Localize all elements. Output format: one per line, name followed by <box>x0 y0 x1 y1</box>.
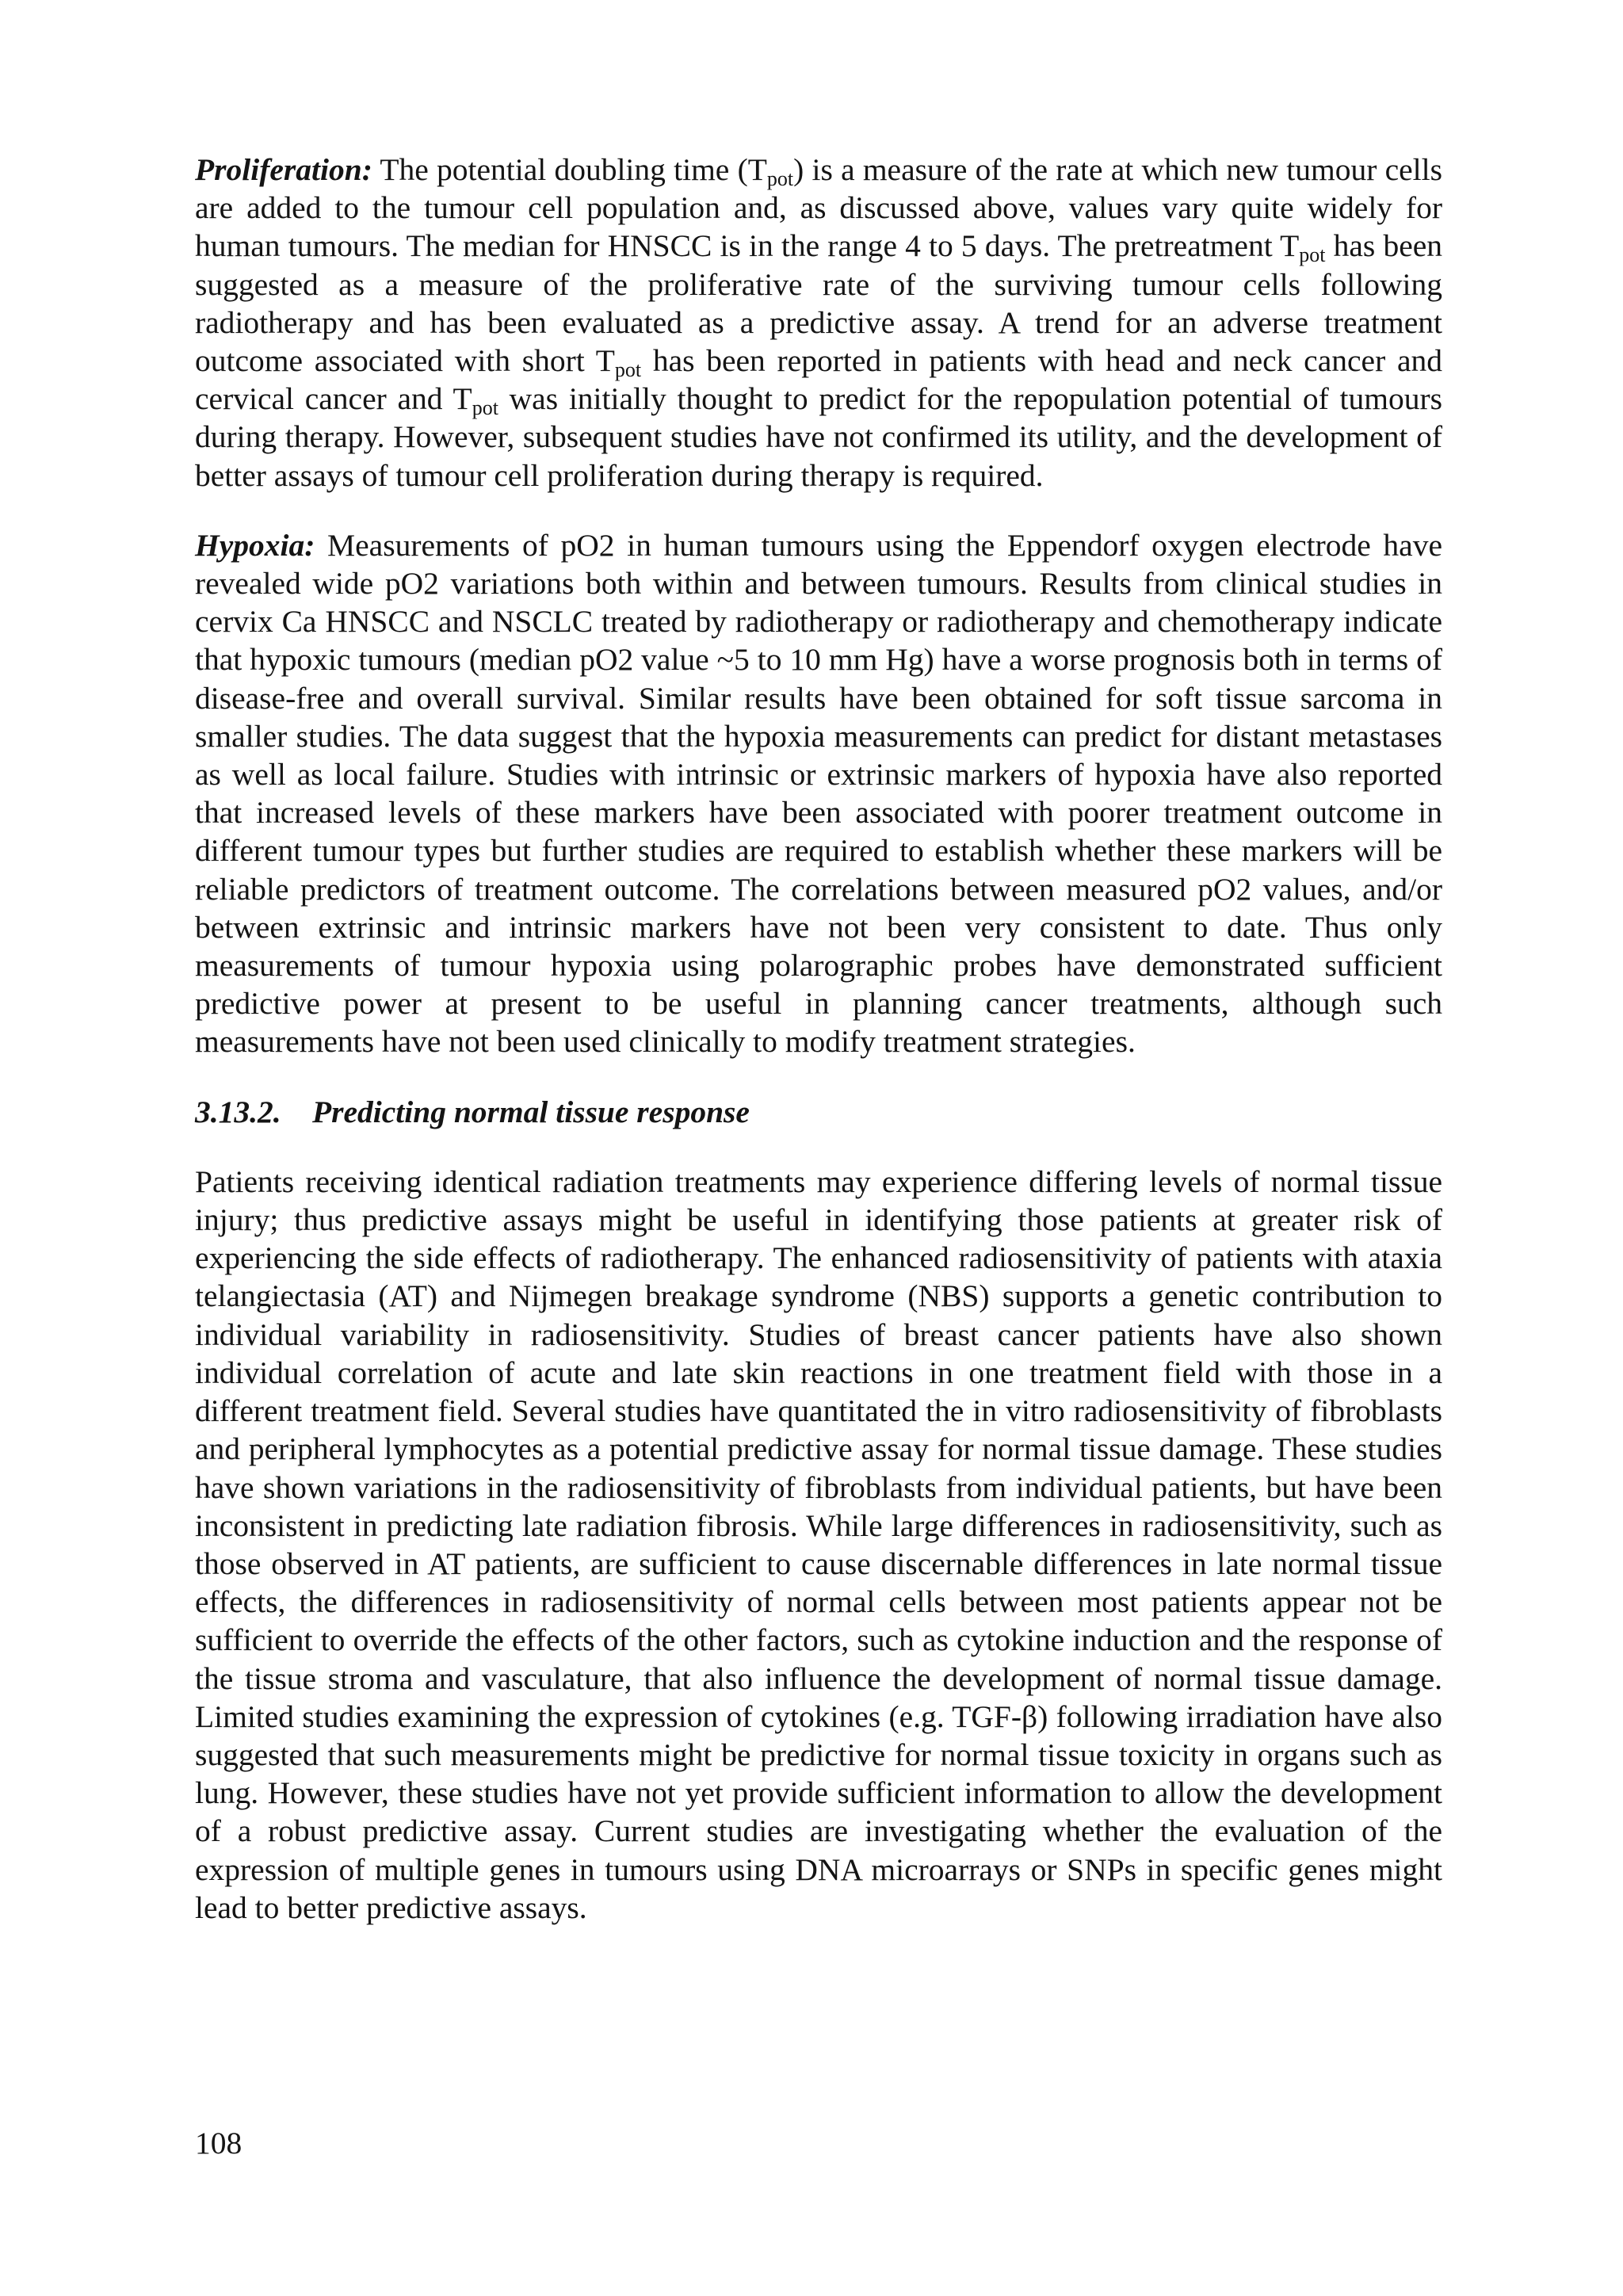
proliferation-text: The potential doubling time (T <box>372 152 767 187</box>
proliferation-text: has been suggested as a measure of the proliferative rate of the surviving tumour cells following radiotherapy and has been evaluated as a predictive assay. A trend for an adverse treatment outcome associated with short T <box>195 228 1443 379</box>
proliferation-text: ) is a measure of the rate at which new tumour cells are added to the tumour cell population and, as discussed above, values vary quite widely for human tumours. The median for HNSCC is in the range 4 to 5 days. The pretreatment T <box>195 152 1442 264</box>
hypoxia-text: Measurements of pO2 in human tumours using the Eppendorf oxygen electrode have revealed wide pO2 variations both within and between tumours. Results from clinical studies in cervix Ca HNSCC and NSCLC treated by radiotherapy or radiotherapy and chemotherapy indicate that hypoxic tumours (median pO2 value ~5 to 10 mm Hg) have a worse prognosis both in terms of disease-free and overall survival. Similar results have been obtained for soft tissue sarcoma in smaller studies. The data suggest that the hypoxia measurements can predict for distant metastases as well as local failure. Studies with intrinsic or extrinsic markers of hypoxia have also reported that increased levels of these markers have been associated with poorer treatment outcome in different tumour types but further studies are required to establish whether these markers will be reliable predictors of treatment outcome. The correlations between measured pO2 values, and/or between extrinsic and intrinsic markers have not been very consistent to date. Thus only measurements of tumour hypoxia using polarographic probes have demonstrated sufficient predictive power at present to be useful in planning cancer treatments, although such measurements have not been used clinically to modify treatment strategies. <box>195 527 1442 1060</box>
section-title: Predicting normal tissue response <box>312 1094 750 1129</box>
normal-tissue-paragraph: Patients receiving identical radiation treatments may experience differing levels of normal tissue injury; thus predictive assays might be useful in identifying those patients at greater risk of experiencing the side effects of radiotherapy. The enhanced radiosensitivity of patients with ataxia telangiectasia (AT) and Nijmegen breakage syndrome (NBS) supports a genetic contribution to individual variability in radiosensitivity. Studies of breast cancer patients have also shown individual correlation of acute and late skin reactions in one treatment field with those in a different treatment field. Several studies have quantitated the in vitro radiosensitivity of fibroblasts and peripheral lymphocytes as a potential predictive assay for normal tissue damage. These studies have shown variations in the radiosensitivity of fibroblasts from individual patients, but have been inconsistent in predicting late radiation fibrosis. While large differences in radiosensitivity, such as those observed in AT patients, are sufficient to cause discernable differences in late normal tissue effects, the differences in radiosensitivity of normal cells between most patients appear not be sufficient to override the effects of the other factors, such as cytokine induction and the response of the tissue stroma and vasculature, that also influence the development of normal tissue damage. Limited studies examining the expression of cytokines (e.g. TGF-β) following irradiation have also suggested that such measurements might be predictive for normal tissue toxicity in organs such as lung. However, these studies have not yet provide sufficient information to allow the development of a robust predictive assay. Current studies are investigating whether the evaluation of the expression of multiple genes in tumours using DNA microarrays or SNPs in specific genes might lead to better predictive assays. <box>195 1163 1442 1925</box>
page-body <box>195 151 1442 1927</box>
proliferation-text: has been reported in patients with head and neck cancer and cervical cancer and T <box>195 343 1442 417</box>
proliferation-paragraph <box>195 151 1442 495</box>
page-number: 108 <box>195 2126 242 2160</box>
tpot-subscript: pot <box>614 358 642 382</box>
tpot-subscript: pot <box>1299 243 1326 267</box>
tpot-subscript: pot <box>472 396 498 420</box>
section-number: 3.13.2. <box>195 1094 281 1129</box>
hypoxia-paragraph <box>195 526 1442 1061</box>
proliferation-lead: Proliferation: <box>195 152 372 187</box>
proliferation-text: was initially thought to predict for the repopulation potential of tumours during therapy. However, subsequent studies have not confirmed its utility, and the development of better assays of tumour cell proliferation during therapy is required. <box>195 381 1442 493</box>
hypoxia-lead: Hypoxia: <box>195 527 315 563</box>
section-heading <box>195 1093 1442 1131</box>
tpot-subscript: pot <box>766 167 794 190</box>
